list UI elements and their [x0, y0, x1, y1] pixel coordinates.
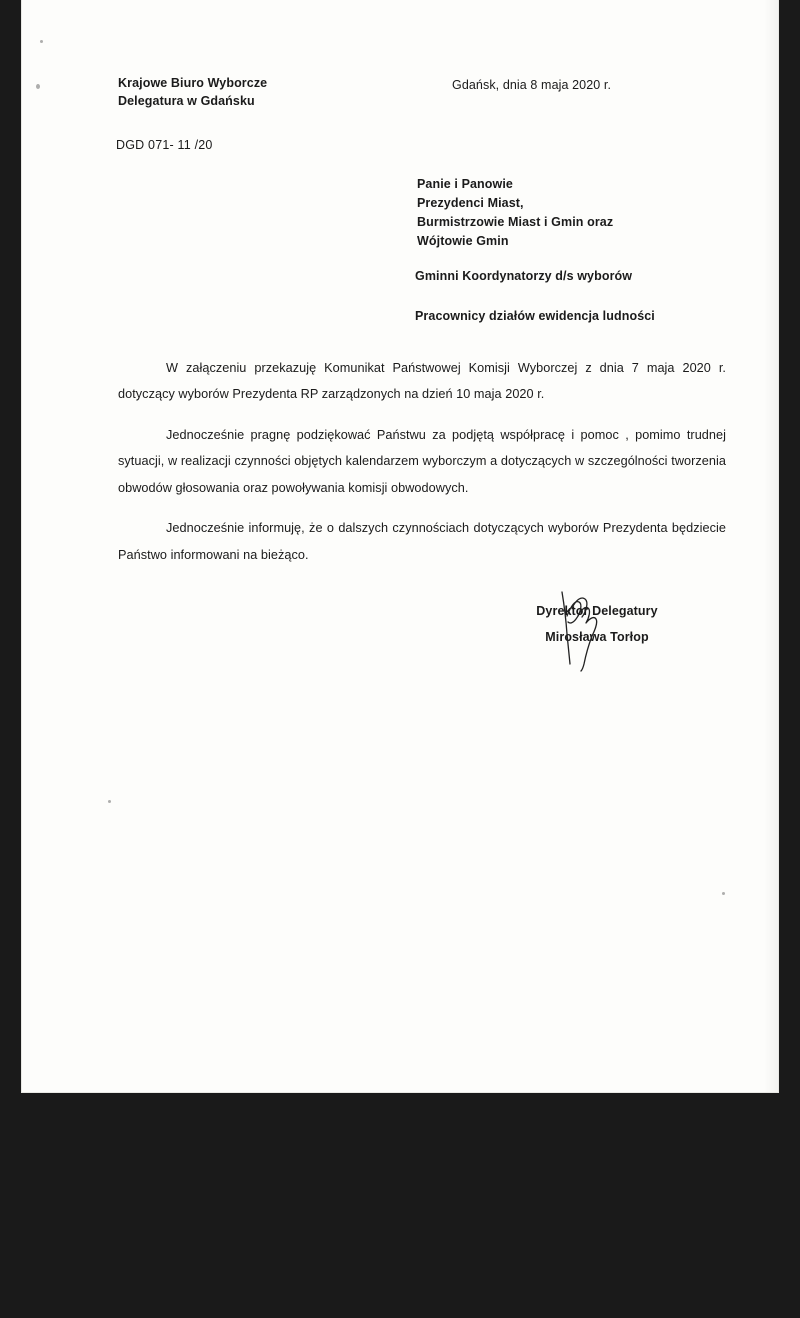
scan-speck	[108, 800, 111, 803]
body-paragraph-2: Jednocześnie pragnę podziękować Państwu za podjętą współpracę i pomoc , pomimo trudnej sytuacji, w realizacji czynności objętych kalendarzem wyborczym a dotyczących w szczególności tworzenia obwodów głosowania oraz powoływania komisji obwodowych.	[118, 427, 726, 495]
scan-speck	[722, 892, 725, 895]
document-body	[22, 0, 778, 1092]
addressee-line-1: Panie i Panowie	[417, 177, 513, 191]
scan-speck	[40, 40, 43, 43]
dateline: Gdańsk, dnia 8 maja 2020 r.	[452, 78, 612, 92]
addressee-coordinators: Gminni Koordynatorzy d/s wyborów	[415, 269, 633, 283]
letter-body	[118, 355, 726, 582]
signoff-name: Mirosława Torłop	[545, 630, 649, 645]
addressee-block	[417, 175, 613, 251]
addressee-line-4: Wójtowie Gmin	[417, 234, 509, 248]
addressee-registry-staff: Pracownicy działów ewidencja ludności	[415, 309, 655, 323]
scanned-page	[22, 0, 778, 1092]
addressee-line-2: Prezydenci Miast,	[417, 196, 524, 210]
body-paragraph-3: Jednocześnie informuję, że o dalszych czynnościach dotyczących wyborów Prezydenta będziecie Państwo informowani na bieżąco.	[118, 521, 726, 562]
reference-number: DGD 071- 11 /20	[116, 138, 213, 152]
letterhead	[118, 74, 267, 110]
signoff-block	[482, 598, 712, 651]
scan-speck	[36, 84, 40, 89]
signoff-title: Dyrektor Delegatury	[536, 604, 658, 618]
body-paragraph-1: W załączeniu przekazuję Komunikat Państwowej Komisji Wyborczej z dnia 7 maja 2020 r. dotyczący wyborów Prezydenta RP zarządzonych na dzień 10 maja 2020 r.	[118, 361, 726, 402]
addressee-line-3: Burmistrzowie Miast i Gmin oraz	[417, 215, 614, 229]
letterhead-line-2: Delegatura w Gdańsku	[118, 94, 255, 109]
letterhead-line-1: Krajowe Biuro Wyborcze	[118, 76, 268, 90]
